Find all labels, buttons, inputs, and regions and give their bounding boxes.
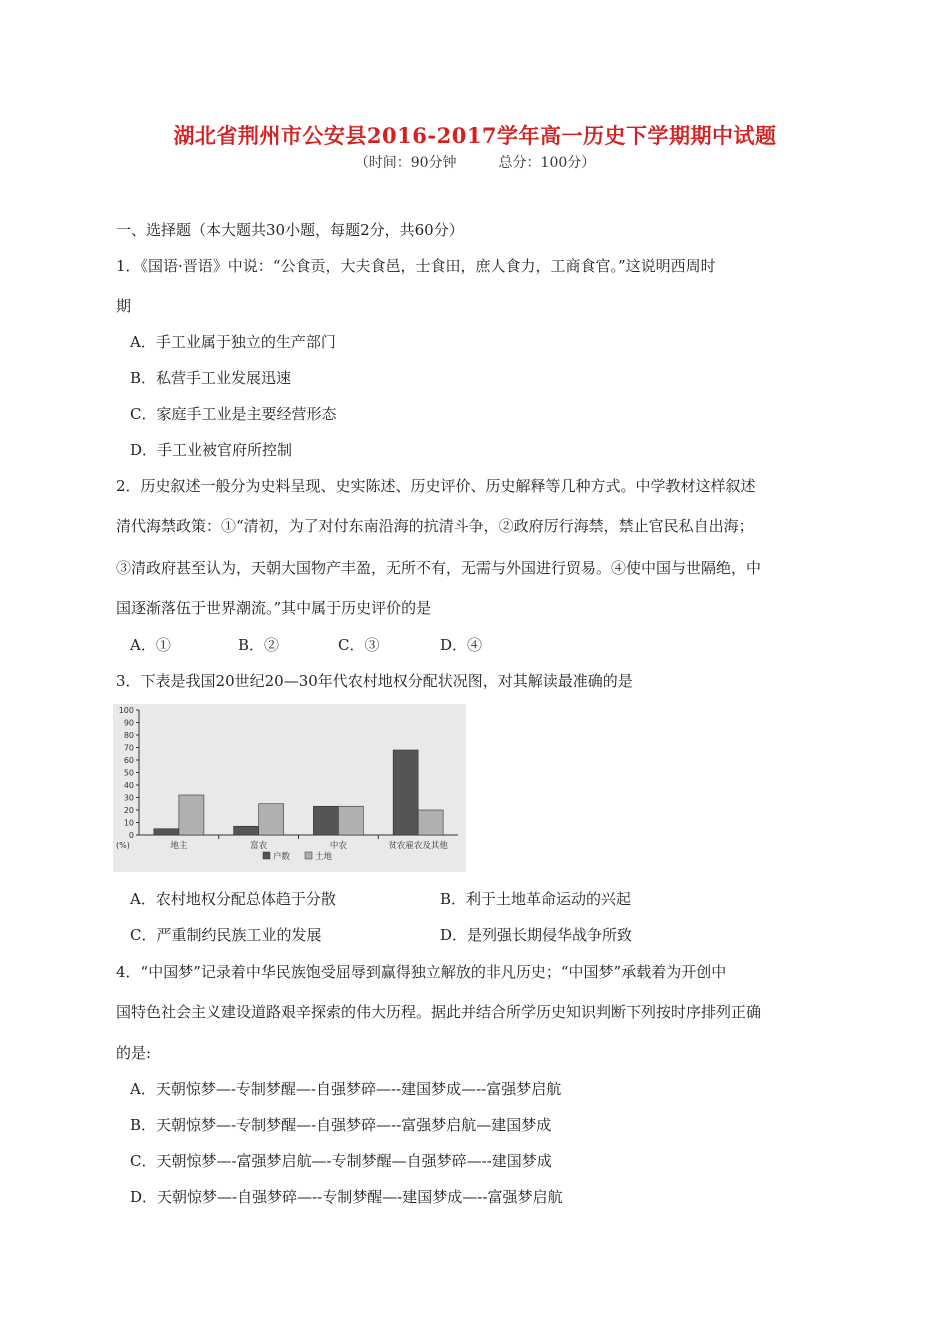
y-tick-label: 20 <box>123 806 134 815</box>
q4-option-d: D．天朝惊梦—-自强梦碎—--专制梦醒—-建国梦成—--富强梦启航 <box>130 1188 563 1206</box>
bar-households <box>234 826 259 835</box>
q3-option-d: D．是列强长期侵华战争所致 <box>440 926 633 944</box>
y-tick-label: 50 <box>123 768 134 778</box>
y-tick-label: 90 <box>123 718 134 728</box>
q4-stem-line2: 国特色社会主义建设道路艰辛探索的伟大历程。据此并结合所学历史知识判断下列按时序排列正确 <box>116 1003 762 1021</box>
land-distribution-chart <box>113 704 466 872</box>
q2-stem-line3: ③清政府甚至认为，天朝大国物产丰盈，无所不有，无需与外国进行贸易。④使中国与世隔绝，中 <box>116 559 762 577</box>
q2-option-a: A．① <box>130 636 171 654</box>
exam-info: （时间：90分钟 总分：100分） <box>354 155 596 171</box>
q4-stem-line1: 4．“中国梦”记录着中华民族饱受屈辱到赢得独立解放的非凡历史；“中国梦”承载着为开创中 <box>116 963 727 981</box>
q3-option-c: C．严重制约民族工业的发展 <box>130 926 322 944</box>
y-tick-label: 0 <box>128 831 134 840</box>
bar-households <box>154 829 179 835</box>
q3-stem: 3．下表是我国20世纪20—30年代农村地权分配状况图，对其解读最准确的是 <box>116 672 633 690</box>
legend-label: 户数 <box>273 852 291 862</box>
y-tick-label: 80 <box>123 731 134 740</box>
q1-option-b: B．私营手工业发展迅速 <box>130 369 292 387</box>
q3-option-a: A．农村地权分配总体趋于分散 <box>130 890 336 908</box>
q2-stem-line4: 国逐渐落伍于世界潮流。”其中属于历史评价的是 <box>116 599 432 617</box>
q4-option-c: C．天朝惊梦—-富强梦启航—-专制梦醒—自强梦碎—--建国梦成 <box>130 1152 552 1170</box>
section-heading: 一、选择题（本大题共30小题，每题2分，共60分） <box>116 221 464 239</box>
q3-option-b: B．利于土地革命运动的兴起 <box>440 890 632 908</box>
bar-households <box>393 750 418 835</box>
q2-option-b: B．② <box>238 636 280 654</box>
category-label: 富农 <box>250 841 268 851</box>
q1-stem-line2: 期 <box>116 297 132 315</box>
q2-stem-line2: 清代海禁政策：①“清初，为了对付东南沿海的抗清斗争，②政府厉行海禁，禁止官民私自出海； <box>116 517 754 535</box>
y-tick-label: 60 <box>123 756 134 765</box>
q1-stem-line1: 1．《国语·晋语》中说：“公食贡，大夫食邑，士食田，庶人食力，工商食官。”这说明西周时 <box>116 257 716 275</box>
q4-option-a: A．天朝惊梦—-专制梦醒—-自强梦碎—--建国梦成—--富强梦启航 <box>130 1080 562 1098</box>
category-label: 地主 <box>170 841 188 851</box>
bar-land <box>259 804 284 835</box>
q1-option-a: A．手工业属于独立的生产部门 <box>130 333 336 351</box>
q4-stem-line3: 的是: <box>116 1044 152 1062</box>
legend-swatch <box>263 852 270 859</box>
chart-svg <box>113 704 466 872</box>
y-tick-label: 70 <box>123 743 134 753</box>
q2-stem-line1: 2．历史叙述一般分为史料呈现、史实陈述、历史评价、历史解释等几种方式。中学教材这样叙述 <box>116 477 756 495</box>
q2-option-d: D．④ <box>440 636 483 654</box>
bar-land <box>179 795 204 835</box>
y-tick-label: 10 <box>123 818 134 828</box>
y-tick-label: 40 <box>123 781 134 790</box>
y-tick-label: 100 <box>118 706 134 715</box>
legend-swatch <box>305 852 312 859</box>
category-label: 中农 <box>329 841 347 851</box>
q2-option-c: C．③ <box>338 636 380 654</box>
q1-option-d: D．手工业被官府所控制 <box>130 441 293 459</box>
q1-option-c: C．家庭手工业是主要经营形态 <box>130 405 337 423</box>
bar-land <box>338 806 363 835</box>
unit-label: (%) <box>116 841 130 850</box>
q4-option-b: B．天朝惊梦—-专制梦醒—-自强梦碎—--富强梦启航—建国梦成 <box>130 1116 552 1134</box>
bar-households <box>313 806 338 835</box>
legend-label: 土地 <box>315 852 333 862</box>
bar-land <box>418 810 443 835</box>
y-tick-label: 30 <box>123 793 134 803</box>
category-label: 贫农雇农及其他 <box>388 841 448 851</box>
page-title: 湖北省荆州市公安县2016-2017学年高一历史下学期期中试题 <box>173 123 777 148</box>
